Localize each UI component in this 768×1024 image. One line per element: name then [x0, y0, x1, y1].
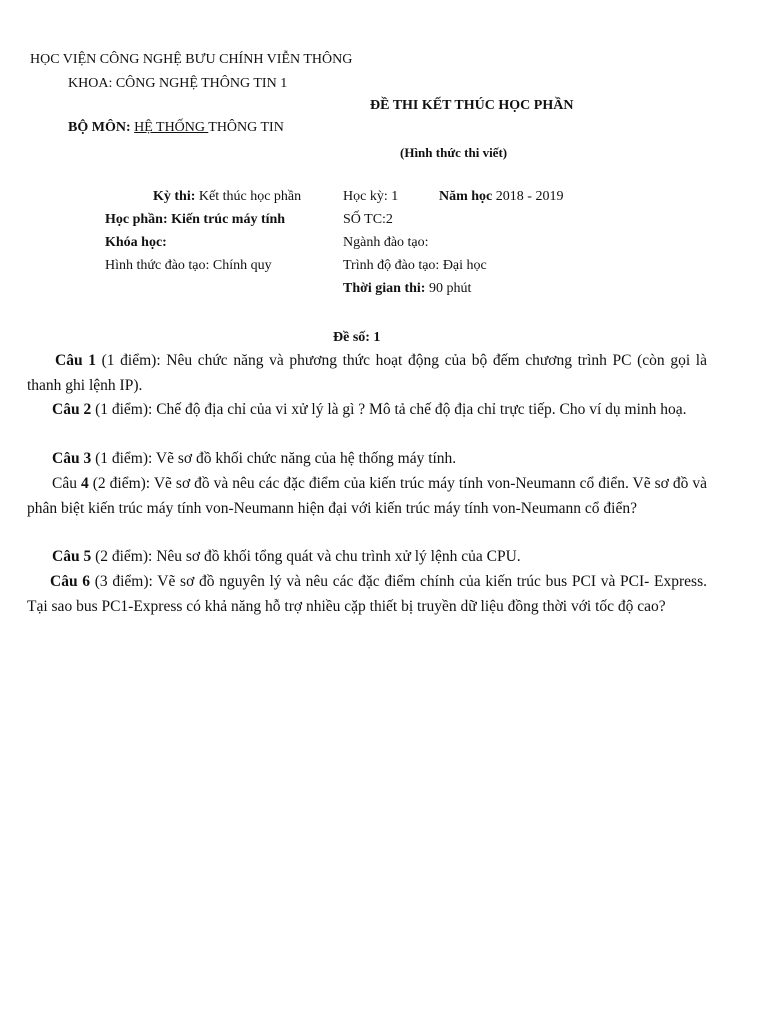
- nam-hoc: [439, 188, 563, 206]
- nganh-dao-tao: Ngành đào tạo:: [343, 235, 429, 250]
- question-text: (2 điểm): Nêu sơ đồ khối tổng quát và chu trình xử lý lệnh của CPU.: [91, 548, 521, 565]
- question-text: (1 điểm): Chế độ địa chỉ của vi xử lý là gì ? Mô tả chế độ địa chỉ trực tiếp. Cho ví dụ minh hoạ.: [91, 401, 687, 418]
- trinh-do-dao-tao: Trình độ đào tạo: Đại học: [343, 258, 487, 273]
- question-2: [27, 398, 707, 423]
- question-label: Câu 5: [52, 548, 92, 565]
- department-line: [68, 119, 284, 137]
- khoa-hoc: Khóa học:: [105, 235, 167, 250]
- question-3: [27, 447, 707, 472]
- ky-thi-label: Kỳ thi:: [153, 189, 196, 204]
- question-label: Câu 3: [52, 450, 92, 467]
- faculty-name: KHOA: CÔNG NGHỆ THÔNG TIN 1: [68, 76, 288, 91]
- thoi-gian-thi: [343, 280, 471, 298]
- hoc-ky: Học kỳ: 1: [343, 189, 399, 204]
- question-label: Câu 6: [50, 573, 91, 590]
- question-1: [27, 349, 707, 398]
- de-so: Đề số: 1: [333, 330, 381, 345]
- exam-form: (Hình thức thi viết): [400, 145, 508, 160]
- question-6: [27, 570, 707, 619]
- hinh-thuc-dao-tao: Hình thức đào tạo: Chính quy: [105, 258, 272, 273]
- question-text: (1 điểm): Vẽ sơ đồ khối chức năng của hệ thống máy tính.: [91, 450, 457, 467]
- question-5: [27, 545, 707, 570]
- question-label: Câu 1: [55, 352, 96, 369]
- question-text: (2 điểm): Vẽ sơ đồ và nêu các đặc điểm của kiến trúc máy tính von-Neumann cổ điển. Vẽ sơ đồ và phân biệt kiến trúc máy tính von-Neumann hiện đại với kiến trúc máy tính von-Neumann cổ điển?: [27, 475, 708, 517]
- question-label: Câu 2: [52, 401, 92, 418]
- question-4: [27, 472, 707, 521]
- ky-thi: [153, 188, 301, 206]
- thoi-gian-value: 90 phút: [428, 281, 472, 296]
- question-label-prefix: Câu: [52, 475, 81, 492]
- nam-hoc-label: Năm học: [439, 189, 493, 204]
- question-label: 4: [80, 475, 89, 492]
- so-tc: SỐ TC:2: [343, 212, 393, 227]
- institute-name: HỌC VIỆN CÔNG NGHỆ BƯU CHÍNH VIỄN THÔNG: [30, 52, 353, 67]
- hoc-phan: Học phần: Kiến trúc máy tính: [105, 212, 286, 227]
- exam-title: ĐỀ THI KẾT THÚC HỌC PHẦN: [370, 98, 574, 113]
- question-text: (1 điểm): Nêu chức năng và phương thức hoạt động của bộ đếm chương trình PC (còn gọi là thanh ghi lệnh IP).: [27, 352, 707, 394]
- thoi-gian-label: Thời gian thi:: [343, 281, 426, 296]
- ky-thi-value: Kết thúc học phần: [198, 189, 302, 204]
- department-underlined: HỆ THỐNG: [134, 120, 209, 135]
- question-text: (3 điểm): Vẽ sơ đồ nguyên lý và nêu các đặc điểm chính của kiến trúc bus PCI và PCI- Express. Tại sao bus PC1-Express có khả năng hỗ trợ nhiều cặp thiết bị truyền dữ liệu đồng thời với tốc độ cao?: [27, 573, 707, 615]
- department-rest: THÔNG TIN: [208, 120, 284, 135]
- nam-hoc-value: 2018 - 2019: [495, 189, 564, 204]
- department-label: BỘ MÔN:: [68, 120, 131, 135]
